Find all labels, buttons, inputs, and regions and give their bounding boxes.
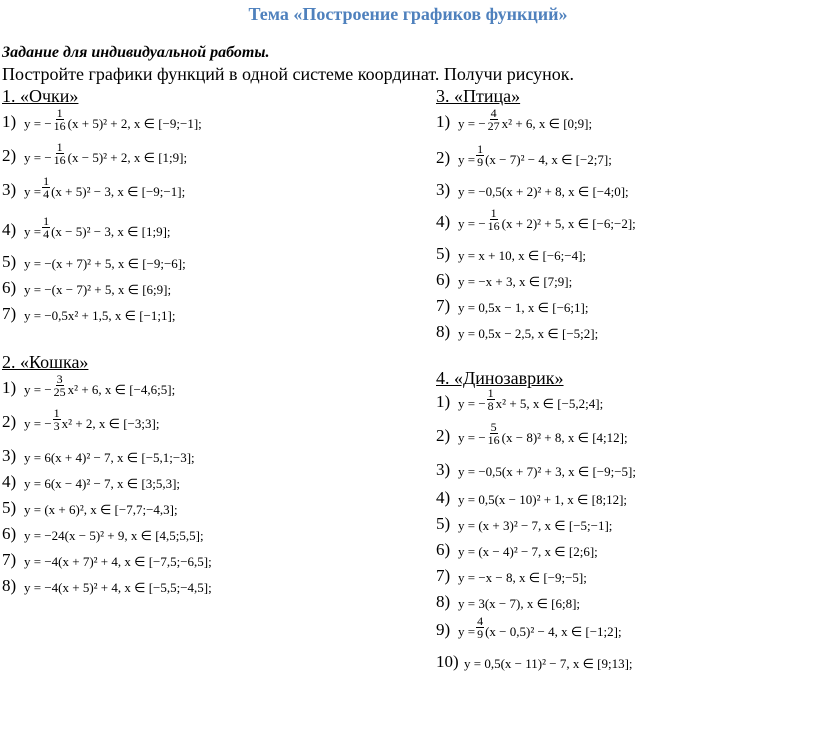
item-number: 5) [436, 514, 451, 533]
item-number: 3) [436, 460, 451, 479]
function-formula [24, 580, 212, 596]
function-formula [458, 143, 612, 168]
fraction-numerator: 3 [56, 372, 63, 386]
function-formula [458, 518, 612, 534]
formula-item [2, 372, 372, 400]
formula-suffix: (x − 0,5)² − 4, x ∈ [−1;2]; [485, 624, 622, 639]
item-number: 9) [436, 620, 451, 639]
formula-item [2, 272, 372, 300]
formula-suffix: x² + 5, x ∈ [−5,2;4]; [495, 396, 604, 411]
item-number: 1) [2, 112, 17, 131]
function-formula [458, 326, 598, 342]
fraction-denominator: 25 [53, 385, 66, 399]
fraction-denominator: 4 [43, 187, 50, 201]
formula-prefix: y = (x − 4)² − 7, x ∈ [2;6]; [458, 544, 598, 559]
function-formula [24, 256, 186, 272]
formula-item [2, 544, 372, 572]
item-number: 2) [2, 412, 17, 431]
item-number: 1) [2, 378, 17, 397]
formula-prefix: y = −24(x − 5)² + 9, x ∈ [4,5;5,5]; [24, 528, 204, 543]
formula-prefix: y = − [24, 150, 52, 165]
item-number: 3) [436, 180, 451, 199]
fraction-denominator: 4 [43, 227, 50, 241]
function-formula [24, 282, 171, 298]
formula-item [436, 482, 806, 510]
fraction-denominator: 3 [53, 419, 60, 433]
item-number: 1) [436, 112, 451, 131]
formula-prefix: y = 3(x − 7), x ∈ [6;8]; [458, 596, 581, 611]
function-formula [458, 248, 586, 264]
item-number: 6) [2, 524, 17, 543]
formula-suffix: (x − 5)² − 3, x ∈ [1;9]; [51, 224, 171, 239]
formula-prefix: y = − [458, 396, 486, 411]
formula-item [436, 614, 806, 642]
function-formula [458, 615, 622, 640]
fraction [42, 175, 50, 200]
formula-prefix: y = −4(x + 5)² + 4, x ∈ [−5,5;−4,5]; [24, 580, 212, 595]
fraction-denominator: 16 [53, 153, 66, 167]
fraction-denominator: 8 [487, 399, 494, 413]
item-number: 3) [2, 180, 17, 199]
fraction [53, 373, 67, 398]
formula-prefix: y = 6(x − 4)² − 7, x ∈ [3;5,3]; [24, 476, 181, 491]
item-number: 10) [436, 652, 459, 671]
page-title: Тема «Построение графиков функций» [248, 4, 568, 24]
fraction-denominator: 16 [53, 119, 66, 133]
formula-suffix: (x − 8)² + 8, x ∈ [4;12]; [501, 430, 628, 445]
fraction-numerator: 1 [56, 106, 63, 120]
formula-item [2, 570, 372, 598]
formula-item [2, 106, 372, 134]
item-number: 4) [2, 472, 17, 491]
fraction [476, 615, 484, 640]
fraction-denominator: 27 [487, 119, 500, 133]
function-formula [24, 450, 195, 466]
function-formula [24, 215, 171, 240]
fraction-denominator: 16 [487, 219, 500, 233]
item-number: 7) [2, 304, 17, 323]
formula-suffix: (x + 2)² + 5, x ∈ [−6;−2]; [501, 216, 636, 231]
function-formula [458, 544, 598, 560]
formula-prefix: y = [458, 624, 476, 639]
formula-item [436, 420, 806, 448]
formula-item [2, 440, 372, 468]
formula-item [436, 316, 806, 344]
formula-prefix: y = [24, 224, 42, 239]
formula-item [436, 290, 806, 318]
item-number: 7) [436, 296, 451, 315]
formula-prefix: y = −0,5(x + 7)² + 3, x ∈ [−9;−5]; [458, 464, 637, 479]
function-formula [24, 107, 202, 132]
function-formula [24, 476, 180, 492]
formula-suffix: (x + 5)² + 2, x ∈ [−9;−1]; [67, 116, 202, 131]
formula-prefix: y = 0,5x − 2,5, x ∈ [−5;2]; [458, 326, 599, 341]
function-formula [458, 274, 572, 290]
item-number: 3) [2, 446, 17, 465]
function-formula [24, 528, 204, 544]
formula-prefix: y = [458, 152, 476, 167]
instruction-text: Постройте графики функций в одной системе координат. Получи рисунок. [2, 64, 575, 84]
fraction-numerator: 1 [43, 174, 50, 188]
formula-item [436, 264, 806, 292]
formula-prefix: y = x + 10, x ∈ [−6;−4]; [458, 248, 587, 263]
item-number: 8) [436, 592, 451, 611]
function-formula [24, 141, 187, 166]
section-heading-dino: 4. «Динозаврик» [436, 368, 564, 388]
fraction-numerator: 1 [53, 406, 60, 420]
function-formula [458, 464, 636, 480]
formula-prefix: y = −(x − 7)² + 5, x ∈ [6;9]; [24, 282, 172, 297]
formula-prefix: y = (x + 3)² − 7, x ∈ [−5;−1]; [458, 518, 613, 533]
item-number: 4) [2, 220, 17, 239]
formula-prefix: y = − [24, 116, 52, 131]
fraction-numerator: 1 [477, 142, 484, 156]
formula-item [436, 508, 806, 536]
fraction [487, 421, 501, 446]
item-number: 5) [436, 244, 451, 263]
function-formula [24, 407, 159, 432]
formula-prefix: y = − [458, 216, 486, 231]
fraction [42, 215, 50, 240]
formula-suffix: x² + 2, x ∈ [−3;3]; [61, 416, 160, 431]
item-number: 6) [436, 270, 451, 289]
function-formula [458, 421, 628, 446]
item-number: 6) [436, 540, 451, 559]
task-heading: Задание для индивидуальной работы. [2, 44, 270, 61]
formula-prefix: y = 0,5x − 1, x ∈ [−6;1]; [458, 300, 589, 315]
item-number: 5) [2, 252, 17, 271]
function-formula [24, 373, 175, 398]
item-number: 6) [2, 278, 17, 297]
section-heading-koshka: 2. «Кошка» [2, 352, 89, 372]
formula-prefix: y = −4(x + 7)² + 4, x ∈ [−7,5;−6,5]; [24, 554, 212, 569]
fraction-denominator: 9 [477, 155, 484, 169]
formula-prefix: y = 6(x + 4)² − 7, x ∈ [−5,1;−3]; [24, 450, 195, 465]
formula-prefix: y = −0,5(x + 2)² + 8, x ∈ [−4;0]; [458, 184, 629, 199]
item-number: 2) [2, 146, 17, 165]
formula-prefix: y = − [458, 430, 486, 445]
item-number: 5) [2, 498, 17, 517]
formula-prefix: y = − [24, 416, 52, 431]
formula-item [436, 142, 806, 170]
function-formula [24, 175, 185, 200]
formula-suffix: (x − 7)² − 4, x ∈ [−2;7]; [485, 152, 612, 167]
formula-item [2, 492, 372, 520]
function-formula [458, 207, 636, 232]
formula-item [2, 174, 372, 202]
fraction-numerator: 1 [43, 214, 50, 228]
formula-prefix: y = −x − 8, x ∈ [−9;−5]; [458, 570, 587, 585]
item-number: 8) [2, 576, 17, 595]
item-number: 4) [436, 488, 451, 507]
formula-item [436, 106, 806, 134]
item-number: 7) [436, 566, 451, 585]
formula-item [436, 560, 806, 588]
fraction-numerator: 1 [490, 206, 497, 220]
formula-prefix: y = (x + 6)², x ∈ [−7,7;−4,3]; [24, 502, 178, 517]
function-formula [458, 184, 629, 200]
formula-suffix: (x + 5)² − 3, x ∈ [−9;−1]; [51, 184, 186, 199]
formula-prefix: y = 0,5(x − 10)² + 1, x ∈ [8;12]; [458, 492, 628, 507]
fraction [53, 141, 67, 166]
section-heading-ptica: 3. «Птица» [436, 86, 521, 106]
fraction-numerator: 1 [487, 386, 494, 400]
formula-item [436, 646, 806, 674]
formula-prefix: y = [24, 184, 42, 199]
formula-item [436, 386, 806, 414]
function-formula [458, 596, 580, 612]
fraction [53, 107, 67, 132]
formula-item [2, 246, 372, 274]
formula-item [436, 238, 806, 266]
formula-suffix: (x − 5)² + 2, x ∈ [1;9]; [67, 150, 188, 165]
fraction-denominator: 16 [487, 433, 500, 447]
function-formula [464, 656, 633, 672]
formula-item [2, 406, 372, 434]
function-formula [458, 300, 588, 316]
fraction-numerator: 1 [56, 140, 63, 154]
formula-prefix: y = − [458, 116, 486, 131]
formula-item [2, 140, 372, 168]
function-formula [458, 387, 603, 412]
function-formula [458, 570, 587, 586]
function-formula [24, 502, 178, 518]
item-number: 4) [436, 212, 451, 231]
function-formula [458, 492, 627, 508]
formula-prefix: y = −0,5x² + 1,5, x ∈ [−1;1]; [24, 308, 176, 323]
fraction-numerator: 4 [477, 614, 484, 628]
fraction-denominator: 9 [477, 627, 484, 641]
function-formula [24, 554, 212, 570]
formula-prefix: y = −(x + 7)² + 5, x ∈ [−9;−6]; [24, 256, 186, 271]
formula-item [2, 298, 372, 326]
formula-suffix: x² + 6, x ∈ [−4,6;5]; [67, 382, 176, 397]
formula-suffix: x² + 6, x ∈ [0;9]; [501, 116, 593, 131]
formula-prefix: y = 0,5(x − 11)² − 7, x ∈ [9;13]; [464, 656, 633, 671]
item-number: 2) [436, 148, 451, 167]
fraction-numerator: 4 [490, 106, 497, 120]
function-formula [458, 107, 592, 132]
item-number: 2) [436, 426, 451, 445]
formula-item [436, 586, 806, 614]
formula-prefix: y = − [24, 382, 52, 397]
function-formula [24, 308, 175, 324]
formula-item [436, 454, 806, 482]
formula-item [2, 466, 372, 494]
fraction [487, 207, 501, 232]
item-number: 7) [2, 550, 17, 569]
fraction-numerator: 5 [490, 420, 497, 434]
formula-item [436, 206, 806, 234]
formula-item [2, 518, 372, 546]
section-heading-ochki: 1. «Очки» [2, 86, 79, 106]
item-number: 8) [436, 322, 451, 341]
formula-item [2, 214, 372, 242]
fraction [487, 107, 501, 132]
fraction [53, 407, 61, 432]
fraction [487, 387, 495, 412]
formula-prefix: y = −x + 3, x ∈ [7;9]; [458, 274, 573, 289]
fraction [476, 143, 484, 168]
formula-item [436, 534, 806, 562]
formula-item [436, 174, 806, 202]
item-number: 1) [436, 392, 451, 411]
